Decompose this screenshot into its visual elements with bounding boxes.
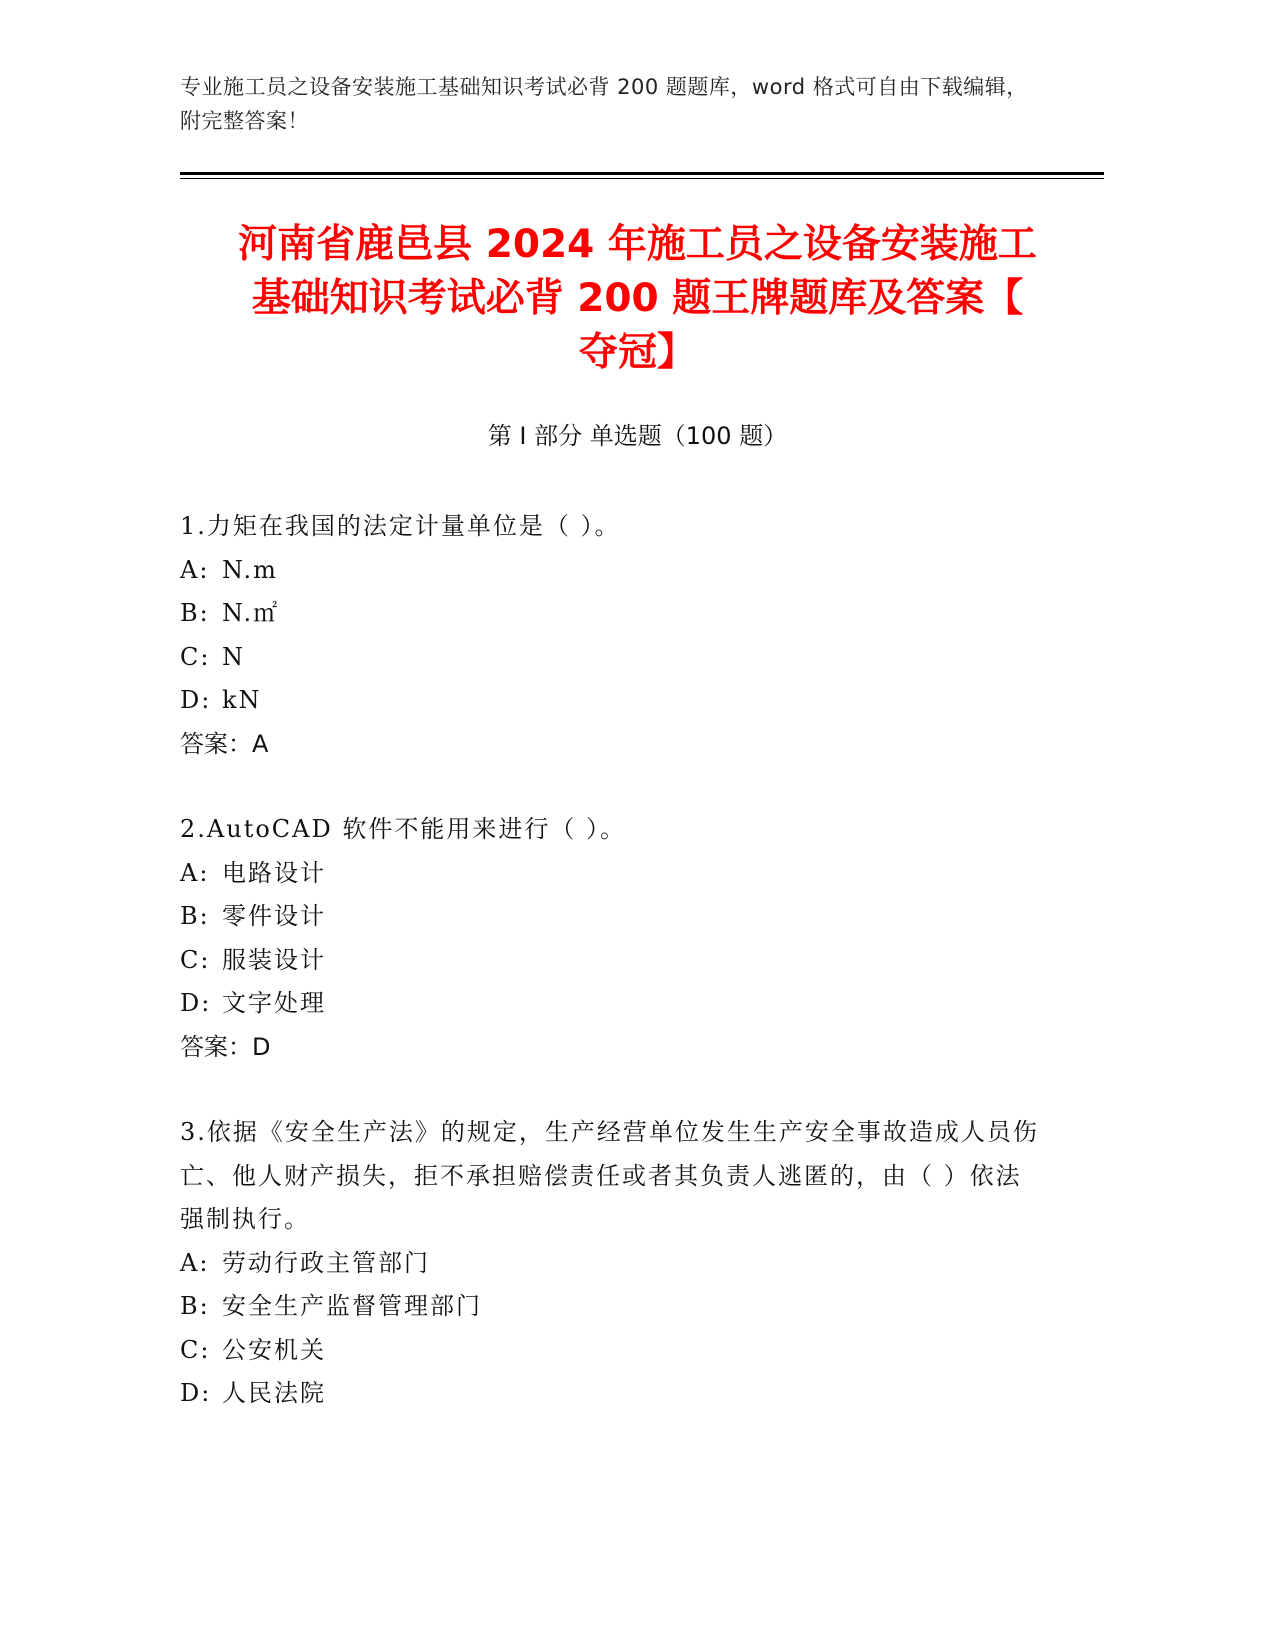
option-text: 文字处理	[222, 989, 326, 1017]
option-text: 零件设计	[222, 902, 326, 930]
option-c	[180, 939, 1040, 983]
option-key: B:	[180, 1292, 210, 1320]
option-key: A:	[180, 858, 210, 887]
option-key: A:	[180, 1248, 210, 1277]
option-text: kN	[222, 686, 262, 714]
option-a	[180, 852, 1040, 896]
option-b	[180, 1285, 1040, 1329]
option-b	[180, 895, 1040, 939]
option-text: 公安机关	[222, 1335, 326, 1364]
option-b	[180, 592, 1040, 636]
question-stem: 1.力矩在我国的法定计量单位是（ ）。	[180, 512, 621, 540]
option-text: 安全生产监督管理部门	[222, 1292, 482, 1320]
option-text: 劳动行政主管部门	[222, 1248, 430, 1277]
document-title	[150, 218, 1125, 380]
option-d	[180, 679, 1040, 723]
option-text: 电路设计	[222, 858, 326, 887]
title-line-1: 河南省鹿邑县 2024 年施工员之设备安装施工	[238, 222, 1037, 267]
section-title: 第 I 部分 单选题（100 题）	[487, 422, 788, 450]
option-text: 服装设计	[222, 945, 326, 974]
question-1	[180, 505, 1040, 766]
answer-line: 答案：D	[180, 1032, 271, 1061]
option-key: C:	[180, 1335, 211, 1364]
option-text: N	[222, 642, 245, 671]
question-2	[180, 808, 1040, 1069]
option-key: D:	[180, 989, 212, 1017]
option-text: N.㎡	[222, 599, 280, 627]
title-line-3: 夺冠】	[578, 330, 696, 375]
option-key: C:	[180, 642, 211, 671]
option-d	[180, 982, 1040, 1026]
option-c	[180, 636, 1040, 680]
option-key: D:	[180, 686, 212, 714]
option-text: 人民法院	[222, 1379, 326, 1407]
question-stem: 3.依据《安全生产法》的规定，生产经营单位发生生产安全事故造成人员伤亡、他人财产损失，拒不承担赔偿责任或者其负责人逃匿的，由（ ）依法强制执行。	[180, 1118, 1039, 1233]
option-key: A:	[180, 555, 210, 584]
option-d	[180, 1372, 1040, 1416]
header-rule-thin	[180, 178, 1104, 179]
header-note: 专业施工员之设备安装施工基础知识考试必背 200 题题库，word 格式可自由下载编辑，附完整答案！	[180, 75, 1028, 133]
question-stem: 2.AutoCAD 软件不能用来进行（ ）。	[180, 815, 626, 843]
option-text: N.m	[222, 555, 278, 584]
option-key: B:	[180, 902, 210, 930]
option-a	[180, 1242, 1040, 1286]
option-a	[180, 549, 1040, 593]
question-3	[180, 1111, 1040, 1416]
header-rule-thick	[180, 172, 1104, 175]
option-key: D:	[180, 1379, 212, 1407]
answer-line: 答案：A	[180, 729, 269, 758]
title-line-2: 基础知识考试必背 200 题王牌题库及答案【	[251, 276, 1024, 321]
question-list	[180, 505, 1040, 1458]
option-c	[180, 1329, 1040, 1373]
option-key: B:	[180, 599, 210, 627]
option-key: C:	[180, 945, 211, 974]
